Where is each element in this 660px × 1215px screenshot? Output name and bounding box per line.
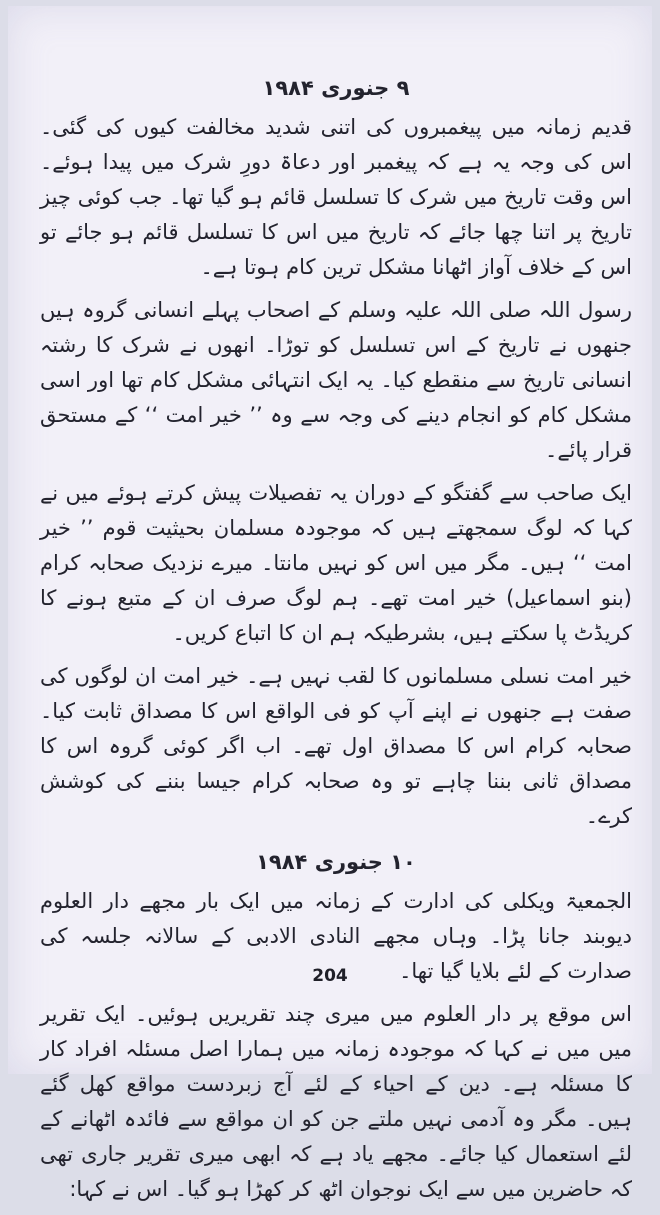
book-page [8,6,652,1201]
paragraph: ایک صاحب سے گفتگو کے دوران یہ تفصیلات پیش کرتے ہوئے میں نے کہا کہ لوگ سمجھتے ہیں کہ موجودہ مسلمان بحیثیت قوم ’’ خیر امت ‘‘ ہیں۔ مگر میں اس کو نہیں مانتا۔ میرے نزدیک صحابہ کرام (بنو اسماعیل) خیر امت تھے۔ ہم لوگ صرف ان کے متبع ہونے کا کریڈٹ پا سکتے ہیں، بشرطیکہ ہم ان کا اتباع کریں۔ [40,481,632,645]
page-text [40,64,632,1215]
paragraph: اس موقع پر دار العلوم میں میری چند تقریریں ہوئیں۔ ایک تقریر میں میں نے کہا کہ موجودہ زمانہ میں ہمارا اصل مسئلہ افراد کار کا مسئلہ ہے۔ دین کے احیاء کے لئے آج زبردست مواقع کھل گئے ہیں۔ مگر وہ آدمی نہیں ملتے جن کو ان مواقع سے فائدہ اٹھانے کے لئے استعمال کیا جائے۔ مجھے یاد ہے کہ ابھی میری تقریر جاری تھی کہ حاضرین میں سے ایک نوجوان اٹھ کر کھڑا ہو گیا۔ اس نے کہا: [40,1002,632,1201]
paragraph: قدیم زمانہ میں پیغمبروں کی اتنی شدید مخالفت کیوں کی گئی۔ اس کی وجہ یہ ہے کہ پیغمبر اور دعاۃ دورِ شرک میں پیدا ہوئے۔ اس وقت تاریخ میں شرک کا تسلسل قائم ہو گیا تھا۔ جب کوئی چیز تاریخ پر اتنا چھا جائے کہ تاریخ میں اس کا تسلسل قائم ہو جائے تو اس کے خلاف آواز اٹھانا مشکل ترین کام ہوتا ہے۔ [40,115,632,279]
paragraph: الجمعیۃ ویکلی کی ادارت کے زمانہ میں ایک بار مجھے دار العلوم دیوبند جانا پڑا۔ وہاں مجھے النادی الادبی کے سالانہ جلسہ کی صدارت کے لئے بلایا گیا تھا۔ [40,889,632,983]
paragraph: رسول اللہ صلی اللہ علیہ وسلم کے اصحاب پہلے انسانی گروہ ہیں جنھوں نے تاریخ کے اس تسلسل کو توڑا۔ انھوں نے شرک کا رشتہ انسانی تاریخ سے منقطع کیا۔ یہ ایک انتہائی مشکل کام تھا اور اسی مشکل کام کو انجام دینے کی وجہ سے وہ ’’ خیر امت ‘‘ کے مستحق قرار پائے۔ [40,298,632,462]
page-number: 204 [312,966,348,986]
paragraph: خیر امت نسلی مسلمانوں کا لقب نہیں ہے۔ خیر امت ان لوگوں کی صفت ہے جنھوں نے اپنے آپ کو فی الواقع اس کا مصداق ثابت کیا۔ صحابہ کرام اس کا مصداق اول تھے۔ اب اگر کوئی گروہ اس کا مصداق ثانی بننا چاہے تو وہ صحابہ کرام جیسا بننے کی کوشش کرے۔ [40,664,632,828]
date-heading: ۹ جنوری ۱۹۸۴ [262,76,410,100]
date-heading: ۱۰ جنوری ۱۹۸۴ [256,850,416,874]
